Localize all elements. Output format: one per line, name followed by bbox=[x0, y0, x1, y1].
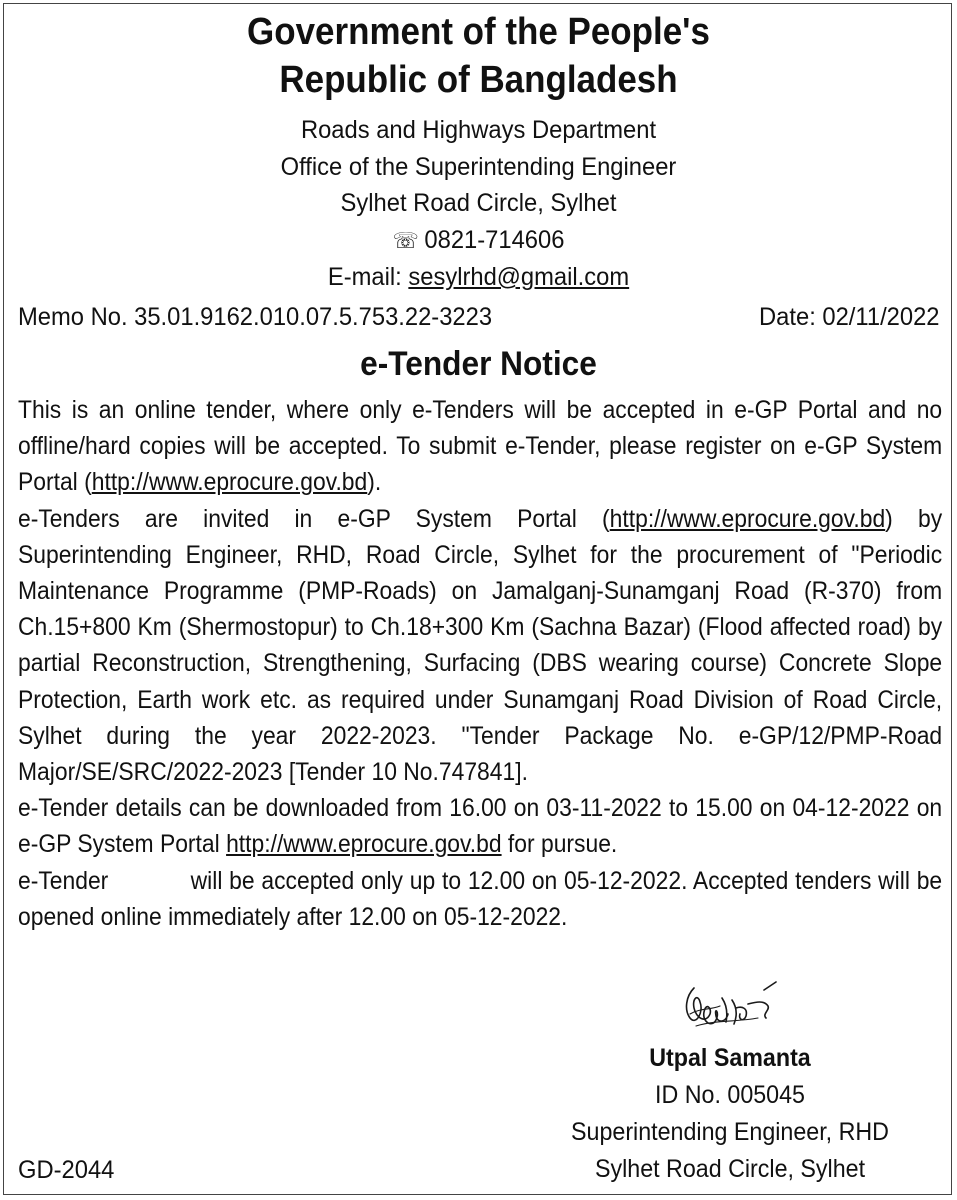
signatory-office: Sylhet Road Circle, Sylhet bbox=[594, 1155, 866, 1183]
signatory-block bbox=[535, 1040, 926, 1188]
office-address-block bbox=[24, 112, 933, 296]
paragraph-2-start: e-Tenders are invited in e-GP System Portal ( bbox=[18, 504, 610, 533]
paragraph-4-text: will be accepted only up to 12.00 on 05-12-2022. Accepted tenders will be opened online immediately after 12.00 on 05-12-2022. bbox=[18, 866, 943, 931]
phone-line bbox=[24, 222, 933, 260]
notice-body bbox=[18, 392, 942, 935]
memo-number: Memo No. 35.01.9162.010.07.5.753.22-3223 bbox=[18, 303, 493, 331]
notice-title: e-Tender Notice bbox=[360, 345, 597, 383]
telephone-icon: ☏ bbox=[392, 227, 419, 253]
email-line bbox=[24, 259, 933, 296]
paragraph-3-text: e-Tender details can be downloaded from 16.00 on 03-11-2022 to 15.00 on 04-12-2022 on e-GP System Portal bbox=[18, 794, 943, 859]
email-link[interactable]: sesylrhd@gmail.com bbox=[408, 263, 630, 291]
memo-row bbox=[18, 300, 940, 334]
phone-number: 0821-714606 bbox=[424, 225, 565, 254]
email-label: E-mail: bbox=[327, 263, 409, 291]
signatory-designation: Superintending Engineer, RHD bbox=[571, 1118, 889, 1146]
signature-image bbox=[676, 978, 786, 1040]
eprocure-link[interactable]: http://www.eprocure.gov.bd bbox=[91, 468, 368, 497]
signatory-name: Utpal Samanta bbox=[649, 1044, 811, 1072]
memo-date: Date: 02/11/2022 bbox=[759, 303, 940, 331]
eprocure-link[interactable]: http://www.eprocure.gov.bd bbox=[226, 830, 502, 859]
paragraph-2-text: ) by Superintending Engineer, RHD, Road Circle, Sylhet for the procurement of "Periodic Maintenance Programme (PMP-Roads) on Jamalganj-Sunamganj Road (R-370) from Ch.15+800 Km (Shermostopur) to Ch.18+300 Km (Sachna Bazar) (Flood affected road) by partial Reconstruction, Strengthening, Surfacing (DBS wearing course) Concrete Slope Protection, Earth work etc. as required under Sunamganj Road Division of Road Circle, Sylhet during the year 2022-2023. "Tender Package No. e-GP/12/PMP-Road Major/SE/SRC/2022-2023 [Tender 10 No.747841]. bbox=[18, 504, 943, 787]
gov-title-line-1: Government of the People's bbox=[247, 11, 710, 53]
paragraph-acceptance bbox=[18, 863, 942, 935]
gov-title-line-2: Republic of Bangladesh bbox=[279, 59, 678, 101]
paragraph-invitation bbox=[18, 501, 942, 791]
circle-name: Sylhet Road Circle, Sylhet bbox=[340, 189, 617, 217]
paragraph-1-text: This is an online tender, where only e-Tenders will be accepted in e-GP Portal and no offline/hard copies will be accepted. To submit e-Tender, please register on e-GP System Portal ( bbox=[18, 396, 943, 497]
department-name: Roads and Highways Department bbox=[300, 116, 657, 144]
eprocure-link[interactable]: http://www.eprocure.gov.bd bbox=[609, 504, 886, 533]
office-name: Office of the Superintending Engineer bbox=[280, 152, 677, 181]
gd-code: GD-2044 bbox=[18, 1156, 115, 1184]
signatory-id: ID No. 005045 bbox=[655, 1081, 805, 1109]
paragraph-online-tender bbox=[18, 392, 942, 501]
paragraph-1-end: ). bbox=[367, 468, 382, 497]
government-heading bbox=[38, 8, 918, 104]
paragraph-4-start: e-Tender bbox=[18, 866, 109, 895]
paragraph-3-end: for pursue. bbox=[501, 830, 618, 859]
paragraph-download bbox=[18, 790, 942, 862]
